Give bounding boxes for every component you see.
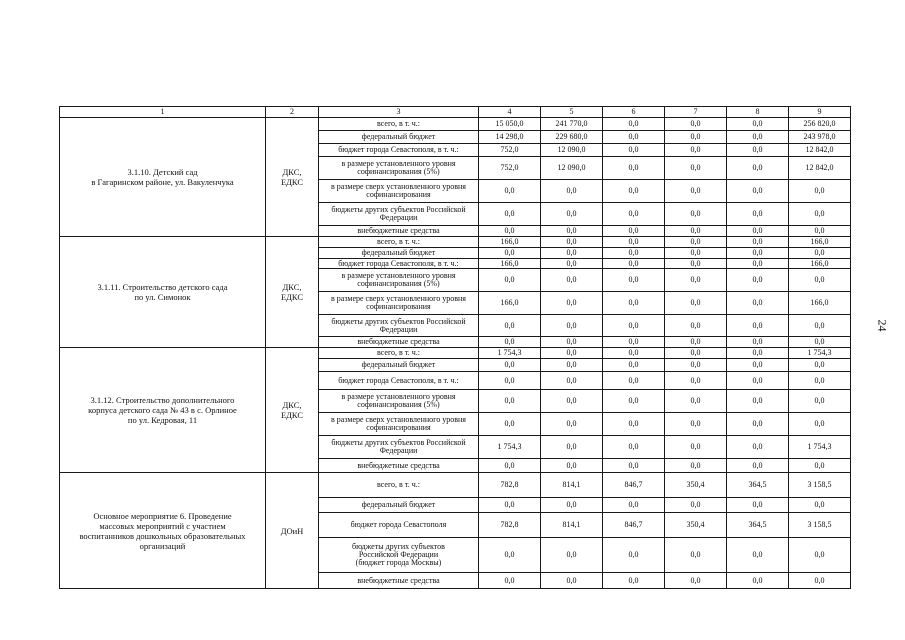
amount-cell: 3 158,5 — [789, 473, 851, 498]
amount-cell: 0,0 — [727, 372, 789, 390]
amount-cell: 0,0 — [603, 226, 665, 237]
amount-cell: 0,0 — [789, 498, 851, 513]
amount-cell: 0,0 — [541, 180, 603, 203]
amount-cell: 0,0 — [665, 269, 727, 292]
amount-cell: 0,0 — [727, 237, 789, 248]
funding-source-label: бюджеты других субъектов Российской Федерации — [319, 315, 479, 337]
amount-cell: 0,0 — [727, 118, 789, 131]
amount-cell: 1 754,3 — [789, 348, 851, 359]
header-cell: 3 — [319, 107, 479, 118]
amount-cell: 15 050,0 — [479, 118, 541, 131]
amount-cell: 3 158,5 — [789, 513, 851, 538]
amount-cell: 752,0 — [479, 144, 541, 157]
amount-cell: 0,0 — [665, 337, 727, 348]
amount-cell: 0,0 — [541, 226, 603, 237]
amount-cell: 0,0 — [665, 157, 727, 180]
amount-cell: 0,0 — [789, 203, 851, 226]
amount-cell: 0,0 — [727, 359, 789, 372]
amount-cell: 0,0 — [665, 237, 727, 248]
amount-cell: 0,0 — [541, 436, 603, 459]
table-row — [60, 473, 851, 498]
amount-cell: 814,1 — [541, 473, 603, 498]
header-cell: 9 — [789, 107, 851, 118]
amount-cell: 166,0 — [479, 292, 541, 315]
amount-cell: 0,0 — [665, 498, 727, 513]
amount-cell: 364,5 — [727, 513, 789, 538]
amount-cell: 0,0 — [479, 269, 541, 292]
funding-source-label: всего, в т. ч.: — [319, 348, 479, 359]
amount-cell: 0,0 — [665, 292, 727, 315]
amount-cell: 0,0 — [665, 359, 727, 372]
funding-source-label: внебюджетные средства — [319, 226, 479, 237]
amount-cell: 166,0 — [789, 292, 851, 315]
amount-cell: 350,4 — [665, 473, 727, 498]
amount-cell: 0,0 — [603, 359, 665, 372]
amount-cell: 0,0 — [727, 459, 789, 473]
amount-cell: 0,0 — [789, 337, 851, 348]
funding-source-label: в размере установленного уровня софинансирования (5%) — [319, 390, 479, 413]
amount-cell: 0,0 — [603, 390, 665, 413]
amount-cell: 0,0 — [665, 259, 727, 269]
activity-name: 3.1.10. Детский сад в Гагаринском районе, ул. Вакуленчука — [60, 118, 266, 237]
amount-cell: 0,0 — [665, 459, 727, 473]
amount-cell: 0,0 — [665, 538, 727, 573]
amount-cell: 0,0 — [727, 131, 789, 144]
amount-cell: 0,0 — [789, 180, 851, 203]
amount-cell: 243 978,0 — [789, 131, 851, 144]
funding-source-label: бюджет города Севастополя — [319, 513, 479, 538]
funding-source-label: всего, в т. ч.: — [319, 473, 479, 498]
amount-cell: 0,0 — [603, 237, 665, 248]
amount-cell: 0,0 — [479, 372, 541, 390]
table-row — [60, 118, 851, 131]
amount-cell: 0,0 — [789, 359, 851, 372]
amount-cell: 0,0 — [541, 413, 603, 436]
amount-cell: 0,0 — [541, 315, 603, 337]
amount-cell: 0,0 — [479, 337, 541, 348]
amount-cell: 0,0 — [479, 226, 541, 237]
amount-cell: 0,0 — [479, 573, 541, 589]
amount-cell: 0,0 — [665, 413, 727, 436]
amount-cell: 0,0 — [603, 180, 665, 203]
amount-cell: 0,0 — [665, 315, 727, 337]
amount-cell: 0,0 — [541, 248, 603, 259]
amount-cell: 0,0 — [603, 372, 665, 390]
amount-cell: 0,0 — [727, 157, 789, 180]
amount-cell: 846,7 — [603, 513, 665, 538]
funding-source-label: федеральный бюджет — [319, 498, 479, 513]
table-row — [60, 237, 851, 248]
amount-cell: 0,0 — [603, 498, 665, 513]
amount-cell: 0,0 — [541, 292, 603, 315]
amount-cell: 0,0 — [727, 259, 789, 269]
responsible-executor: ДКС, ЕДКС — [266, 237, 319, 348]
activity-name: Основное мероприятие 6. Проведение массовых мероприятий с участием воспитанников дошкольных образовательных организаций — [60, 473, 266, 589]
amount-cell: 0,0 — [603, 348, 665, 359]
amount-cell: 0,0 — [727, 269, 789, 292]
funding-source-label: в размере сверх установленного уровня софинансирования — [319, 413, 479, 436]
amount-cell: 0,0 — [789, 413, 851, 436]
amount-cell: 0,0 — [603, 337, 665, 348]
responsible-executor: ДОиН — [266, 473, 319, 589]
activity-name: 3.1.12. Строительство дополнительного корпуса детского сада № 43 в с. Орлиное по ул. Кедровая, 11 — [60, 348, 266, 473]
amount-cell: 166,0 — [789, 259, 851, 269]
amount-cell: 1 754,3 — [479, 348, 541, 359]
amount-cell: 166,0 — [479, 237, 541, 248]
amount-cell: 0,0 — [727, 315, 789, 337]
amount-cell: 0,0 — [541, 390, 603, 413]
amount-cell: 1 754,3 — [479, 436, 541, 459]
amount-cell: 0,0 — [603, 259, 665, 269]
page-number: 24 — [875, 319, 890, 332]
amount-cell: 0,0 — [541, 359, 603, 372]
amount-cell: 0,0 — [541, 459, 603, 473]
amount-cell: 0,0 — [727, 348, 789, 359]
amount-cell: 0,0 — [479, 203, 541, 226]
amount-cell: 12 842,0 — [789, 157, 851, 180]
amount-cell: 0,0 — [727, 203, 789, 226]
amount-cell: 0,0 — [665, 372, 727, 390]
amount-cell: 782,8 — [479, 473, 541, 498]
funding-source-label: федеральный бюджет — [319, 359, 479, 372]
funding-source-label: бюджеты других субъектов Российской Федерации — [319, 203, 479, 226]
amount-cell: 0,0 — [789, 372, 851, 390]
amount-cell: 229 680,0 — [541, 131, 603, 144]
amount-cell: 0,0 — [603, 144, 665, 157]
header-cell: 5 — [541, 107, 603, 118]
amount-cell: 0,0 — [665, 180, 727, 203]
amount-cell: 241 770,0 — [541, 118, 603, 131]
amount-cell: 14 298,0 — [479, 131, 541, 144]
amount-cell: 256 820,0 — [789, 118, 851, 131]
amount-cell: 0,0 — [479, 498, 541, 513]
header-cell: 8 — [727, 107, 789, 118]
amount-cell: 752,0 — [479, 157, 541, 180]
amount-cell: 0,0 — [789, 269, 851, 292]
amount-cell: 166,0 — [789, 237, 851, 248]
amount-cell: 12 842,0 — [789, 144, 851, 157]
amount-cell: 0,0 — [727, 292, 789, 315]
amount-cell: 364,5 — [727, 473, 789, 498]
funding-source-label: внебюджетные средства — [319, 573, 479, 589]
funding-source-label: всего, в т. ч.: — [319, 237, 479, 248]
amount-cell: 0,0 — [727, 390, 789, 413]
amount-cell: 350,4 — [665, 513, 727, 538]
amount-cell: 0,0 — [541, 337, 603, 348]
amount-cell: 0,0 — [727, 538, 789, 573]
funding-source-label: в размере сверх установленного уровня софинансирования — [319, 180, 479, 203]
amount-cell: 0,0 — [479, 359, 541, 372]
amount-cell: 0,0 — [665, 203, 727, 226]
amount-cell: 0,0 — [541, 573, 603, 589]
funding-source-label: бюджет города Севастополя, в т. ч.: — [319, 259, 479, 269]
amount-cell: 0,0 — [603, 573, 665, 589]
amount-cell: 0,0 — [789, 315, 851, 337]
amount-cell: 0,0 — [727, 573, 789, 589]
amount-cell: 0,0 — [603, 459, 665, 473]
amount-cell: 0,0 — [479, 390, 541, 413]
amount-cell: 0,0 — [727, 180, 789, 203]
funding-source-label: всего, в т. ч.: — [319, 118, 479, 131]
amount-cell: 0,0 — [727, 226, 789, 237]
amount-cell: 0,0 — [727, 436, 789, 459]
funding-source-label: федеральный бюджет — [319, 248, 479, 259]
amount-cell: 0,0 — [665, 573, 727, 589]
amount-cell: 0,0 — [541, 237, 603, 248]
funding-source-label: бюджеты других субъектов Российской Федерации — [319, 436, 479, 459]
amount-cell: 0,0 — [665, 226, 727, 237]
amount-cell: 0,0 — [541, 498, 603, 513]
amount-cell: 0,0 — [603, 118, 665, 131]
amount-cell: 0,0 — [665, 118, 727, 131]
amount-cell: 0,0 — [603, 315, 665, 337]
amount-cell: 0,0 — [665, 390, 727, 413]
amount-cell: 0,0 — [479, 459, 541, 473]
responsible-executor: ДКС, ЕДКС — [266, 118, 319, 237]
amount-cell: 0,0 — [665, 436, 727, 459]
amount-cell: 0,0 — [479, 248, 541, 259]
funding-source-label: бюджет города Севастополя, в т. ч.: — [319, 372, 479, 390]
amount-cell: 0,0 — [541, 538, 603, 573]
funding-source-label: бюджет города Севастополя, в т. ч.: — [319, 144, 479, 157]
amount-cell: 0,0 — [603, 292, 665, 315]
amount-cell: 0,0 — [479, 315, 541, 337]
table-row — [60, 348, 851, 359]
amount-cell: 0,0 — [665, 248, 727, 259]
amount-cell: 0,0 — [727, 144, 789, 157]
funding-source-label: внебюджетные средства — [319, 337, 479, 348]
amount-cell: 0,0 — [789, 390, 851, 413]
amount-cell: 814,1 — [541, 513, 603, 538]
amount-cell: 0,0 — [541, 259, 603, 269]
activity-name: 3.1.11. Строительство детского сада по ул. Симонок — [60, 237, 266, 348]
amount-cell: 0,0 — [479, 180, 541, 203]
amount-cell: 0,0 — [603, 538, 665, 573]
amount-cell: 0,0 — [603, 131, 665, 144]
financing-table — [59, 106, 851, 589]
amount-cell: 0,0 — [789, 248, 851, 259]
funding-source-label: в размере установленного уровня софинансирования (5%) — [319, 157, 479, 180]
amount-cell: 846,7 — [603, 473, 665, 498]
amount-cell: 0,0 — [541, 372, 603, 390]
amount-cell: 0,0 — [789, 573, 851, 589]
amount-cell: 0,0 — [665, 131, 727, 144]
funding-source-label: в размере установленного уровня софинансирования (5%) — [319, 269, 479, 292]
amount-cell: 166,0 — [479, 259, 541, 269]
amount-cell: 0,0 — [603, 157, 665, 180]
amount-cell: 12 090,0 — [541, 144, 603, 157]
amount-cell: 0,0 — [603, 413, 665, 436]
amount-cell: 0,0 — [603, 203, 665, 226]
header-row — [60, 107, 851, 118]
amount-cell: 0,0 — [789, 538, 851, 573]
amount-cell: 0,0 — [789, 226, 851, 237]
header-cell: 1 — [60, 107, 266, 118]
amount-cell: 782,8 — [479, 513, 541, 538]
funding-source-label: внебюджетные средства — [319, 459, 479, 473]
header-cell: 7 — [665, 107, 727, 118]
amount-cell: 12 090,0 — [541, 157, 603, 180]
header-cell: 6 — [603, 107, 665, 118]
header-cell: 2 — [266, 107, 319, 118]
amount-cell: 0,0 — [727, 413, 789, 436]
amount-cell: 0,0 — [479, 413, 541, 436]
amount-cell: 0,0 — [727, 498, 789, 513]
funding-source-label: бюджеты других субъектов Российской Федерации (бюджет города Москвы) — [319, 538, 479, 573]
amount-cell: 0,0 — [541, 203, 603, 226]
table-body — [60, 107, 851, 589]
funding-source-label: в размере сверх установленного уровня софинансирования — [319, 292, 479, 315]
header-cell: 4 — [479, 107, 541, 118]
amount-cell: 0,0 — [727, 337, 789, 348]
amount-cell: 0,0 — [727, 248, 789, 259]
amount-cell: 0,0 — [603, 248, 665, 259]
amount-cell: 1 754,3 — [789, 436, 851, 459]
funding-source-label: федеральный бюджет — [319, 131, 479, 144]
amount-cell: 0,0 — [789, 459, 851, 473]
amount-cell: 0,0 — [541, 269, 603, 292]
amount-cell: 0,0 — [665, 348, 727, 359]
amount-cell: 0,0 — [603, 269, 665, 292]
amount-cell: 0,0 — [541, 348, 603, 359]
amount-cell: 0,0 — [665, 144, 727, 157]
amount-cell: 0,0 — [479, 538, 541, 573]
amount-cell: 0,0 — [603, 436, 665, 459]
responsible-executor: ДКС, ЕДКС — [266, 348, 319, 473]
